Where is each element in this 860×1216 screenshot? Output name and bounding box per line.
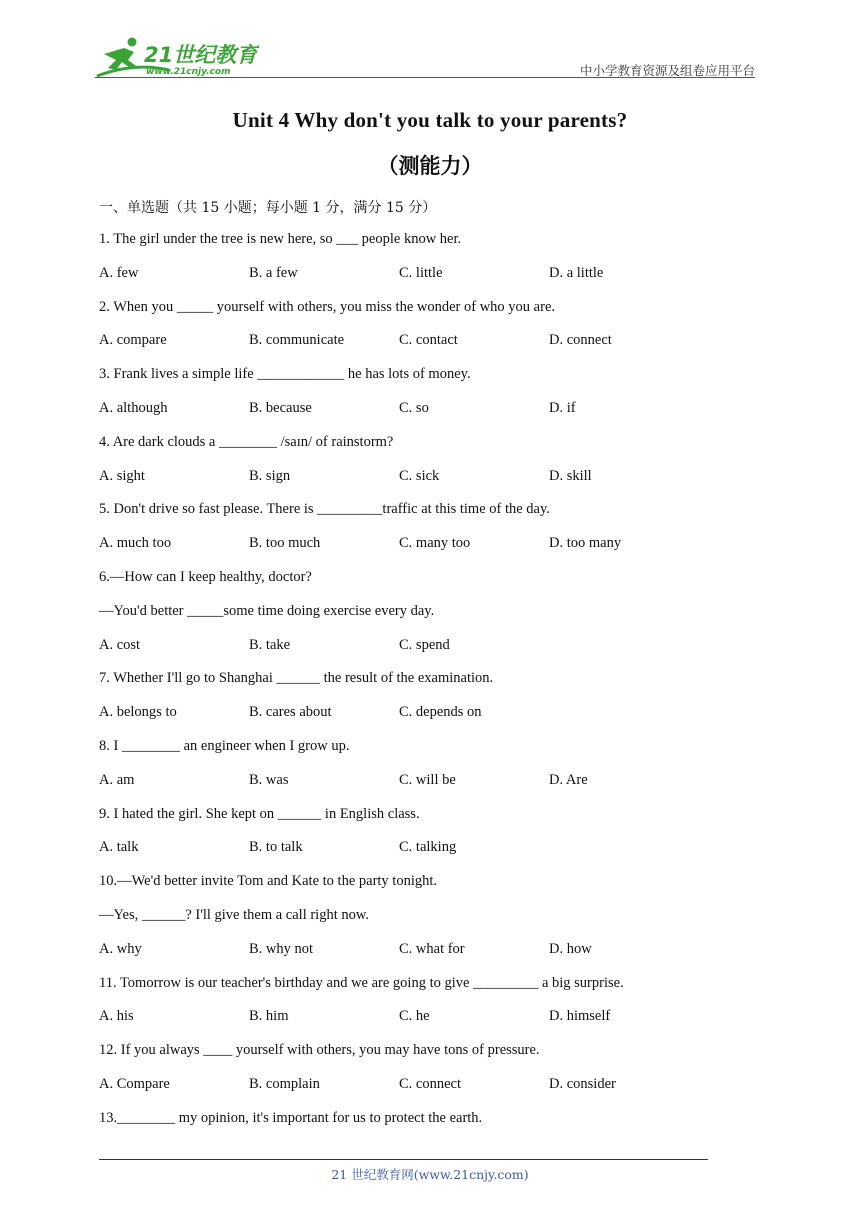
answer-option: D. too many <box>549 535 622 552</box>
option-row <box>99 1076 719 1096</box>
option-row <box>99 637 719 657</box>
answer-option: B. take <box>249 636 291 653</box>
option-row <box>99 704 719 724</box>
answer-option: D. consider <box>549 1076 616 1092</box>
option-row <box>99 332 719 352</box>
answer-option: C. spend <box>399 636 450 653</box>
answer-option: D. a little <box>549 264 604 281</box>
answer-option: B. why not <box>249 940 314 957</box>
question-text: 6.—How can I keep healthy, doctor? <box>99 569 312 585</box>
answer-option: C. what for <box>399 940 465 957</box>
question-text: —Yes, ______? I'll give them a call right now. <box>99 907 370 923</box>
question-text: 5. Don't drive so fast please. There is _________traffic at this time of the day. <box>99 501 550 518</box>
answer-option: B. was <box>249 771 289 788</box>
answer-option: C. will be <box>399 771 456 788</box>
answer-option: C. little <box>399 264 443 281</box>
answer-option: C. sick <box>399 467 440 484</box>
answer-option: D. Are <box>549 771 588 788</box>
answer-option: B. cares about <box>249 704 332 721</box>
question-text: 10.—We'd better invite Tom and Kate to the party tonight. <box>99 873 438 890</box>
option-row <box>99 1008 719 1028</box>
answer-option: A. belongs to <box>99 704 177 721</box>
answer-option: C. talking <box>399 839 457 856</box>
answer-option: D. himself <box>549 1008 611 1025</box>
question-text: 11. Tomorrow is our teacher's birthday and we are going to give _________ a big surprise. <box>99 974 624 991</box>
answer-option: A. few <box>99 264 139 281</box>
answer-option: A. compare <box>99 332 167 349</box>
answer-option: B. complain <box>249 1076 320 1092</box>
answer-option: A. cost <box>99 636 141 653</box>
footer-divider <box>99 1159 708 1160</box>
question-text: 3. Frank lives a simple life ____________ he has lots of money. <box>99 366 471 383</box>
question-text: 2. When you _____ yourself with others, you miss the wonder of who you are. <box>99 298 556 315</box>
answer-option: A. am <box>99 771 135 788</box>
question-text: 4. Are dark clouds a ________ /saɪn/ of rainstorm? <box>99 433 394 450</box>
answer-option: C. depends on <box>399 704 482 721</box>
answer-option: C. contact <box>399 332 458 349</box>
option-row <box>99 265 719 285</box>
option-row <box>99 468 719 488</box>
answer-option: B. because <box>249 400 312 416</box>
answer-option: A. although <box>99 400 168 416</box>
answer-option: A. Compare <box>99 1076 170 1092</box>
answer-option: C. connect <box>399 1076 462 1092</box>
answer-option: A. why <box>99 940 142 957</box>
question-text: 13.________ my opinion, it's important for us to protect the earth. <box>99 1109 483 1126</box>
question-text: —You'd better _____some time doing exercise every day. <box>99 602 435 619</box>
answer-option: B. sign <box>249 467 291 484</box>
header-divider <box>95 77 755 78</box>
answer-option: D. how <box>549 940 592 957</box>
answer-option: D. connect <box>549 332 612 349</box>
header-platform-text: 中小学教育资源及组卷应用平台 <box>579 63 755 78</box>
option-row <box>99 772 719 792</box>
logo-text: 21世纪教育 <box>144 43 258 67</box>
logo-url: www.21cnjy.com <box>146 67 231 77</box>
answer-option: B. too much <box>249 535 321 552</box>
option-row <box>99 400 719 420</box>
answer-option: C. many too <box>399 535 471 552</box>
option-row <box>99 941 719 961</box>
footer-text: 21 世纪教育网(www.21cnjy.com) <box>331 1167 529 1182</box>
question-text: 12. If you always ____ yourself with others, you may have tons of pressure. <box>99 1042 540 1059</box>
title-block <box>0 108 860 133</box>
answer-option: B. to talk <box>249 839 303 856</box>
section-heading: 一、单选题（共 15 小题；每小题 1 分，满分 15 分） <box>99 200 437 216</box>
option-row <box>99 839 719 859</box>
answer-option: D. if <box>549 400 576 416</box>
answer-option: D. skill <box>549 467 592 484</box>
answer-option: B. a few <box>249 264 298 281</box>
question-text: 7. Whether I'll go to Shanghai ______ the result of the examination. <box>99 670 494 687</box>
option-row <box>99 535 719 555</box>
answer-option: A. much too <box>99 535 172 552</box>
answer-option: B. communicate <box>249 332 345 349</box>
runner-logo-icon <box>94 36 259 80</box>
question-text: 1. The girl under the tree is new here, so ___ people know her. <box>99 231 462 247</box>
question-text: 9. I hated the girl. She kept on ______ in English class. <box>99 805 420 822</box>
answer-option: A. his <box>99 1008 134 1025</box>
site-logo <box>94 36 259 80</box>
page-title: Unit 4 Why don't you talk to your parents? <box>232 108 628 132</box>
answer-option: A. talk <box>99 839 139 856</box>
answer-option: C. he <box>399 1008 430 1025</box>
answer-option: A. sight <box>99 467 145 484</box>
answer-option: C. so <box>399 400 429 416</box>
page-subtitle: （测能力） <box>377 153 483 178</box>
answer-option: B. him <box>249 1008 289 1025</box>
question-text: 8. I ________ an engineer when I grow up. <box>99 738 350 754</box>
